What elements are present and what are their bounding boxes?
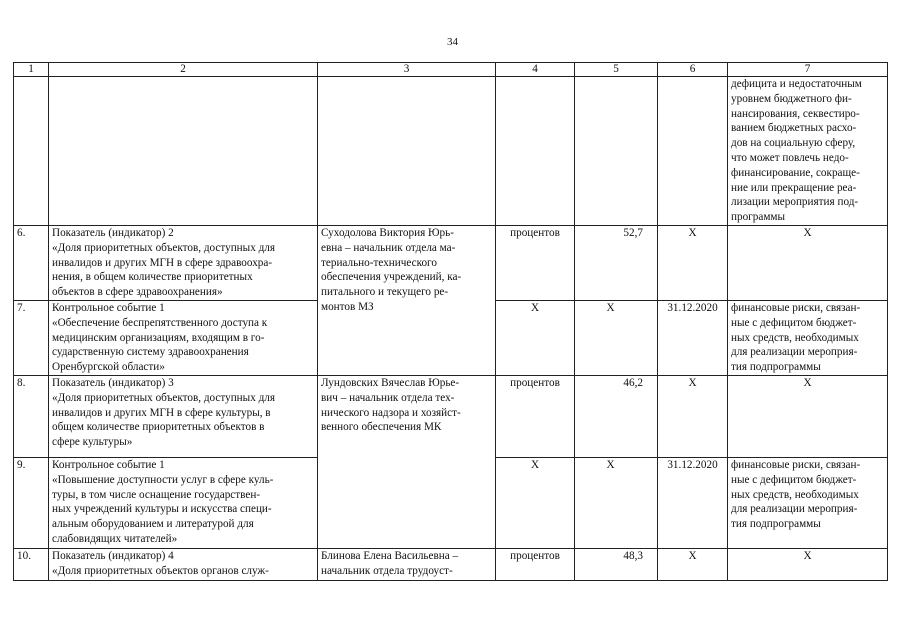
date-cell	[658, 548, 728, 580]
text-line: лизации мероприятия под-	[731, 196, 859, 209]
text-line: «Доля приоритетных объектов органов служ-	[52, 564, 269, 577]
text-line: ных средств, необходимых	[731, 331, 859, 344]
text-line: Контрольное событие 1	[52, 458, 165, 471]
cell-value: процентов	[510, 226, 560, 239]
cell-value: 48,3	[623, 549, 643, 562]
cell-value: 6.	[17, 226, 26, 239]
document-table	[13, 62, 888, 581]
unit-cell	[496, 548, 575, 580]
text-line: программы	[731, 211, 785, 224]
responsible-cell	[318, 548, 496, 580]
row-number-cell	[14, 375, 49, 457]
page-number: 34	[447, 36, 458, 48]
cell-value: 9.	[17, 458, 26, 471]
text-line: Показатель (индикатор) 2	[52, 226, 174, 239]
text-line: монтов МЗ	[321, 300, 374, 313]
risks-cell	[728, 300, 888, 375]
text-line: финансовые риски, связан-	[731, 301, 861, 314]
text-line: Показатель (индикатор) 4	[52, 549, 174, 562]
cell-value: Х	[606, 301, 615, 314]
text-line: ванием бюджетных расхо-	[731, 122, 857, 135]
unit-cell	[496, 457, 575, 548]
cell-value: 10.	[17, 549, 31, 562]
text-line: «Доля приоритетных объектов, доступных для	[52, 391, 276, 404]
text-line: альным оборудованием и литературой для	[52, 518, 254, 531]
cell-value: Х	[688, 549, 697, 562]
table-row	[14, 225, 888, 300]
text-line: питального и текущего ре-	[321, 286, 449, 299]
cell-value: 46,2	[623, 376, 643, 389]
row-number-cell	[14, 300, 49, 375]
text-line: дов на социальную сферу,	[731, 137, 856, 150]
text-line: Показатель (индикатор) 3	[52, 376, 174, 389]
cell-value: 7.	[17, 301, 26, 314]
date-cell	[658, 225, 728, 300]
text-line: Х	[803, 226, 812, 239]
text-line: начальник отдела трудоуст-	[321, 564, 453, 577]
date-cell	[658, 77, 728, 226]
text-line: для реализации мероприя-	[731, 346, 858, 359]
text-line: объектов в сфере здравоохранения»	[52, 286, 223, 299]
cell-value: 8.	[17, 376, 26, 389]
cell-value: Х	[688, 376, 697, 389]
value-cell	[575, 77, 658, 226]
text-line: Блинова Елена Васильевна –	[321, 549, 459, 562]
text-line: нического надзора и хозяйст-	[321, 406, 461, 419]
text-line: Лундовских Вячеслав Юрье-	[321, 376, 460, 389]
indicator-cell	[49, 548, 318, 580]
cell-value: 52,7	[623, 226, 643, 239]
text-line: тия подпрограммы	[731, 518, 821, 531]
text-line: для реализации мероприя-	[731, 503, 858, 516]
text-line: слабовидящих читателей»	[52, 532, 178, 545]
unit-cell	[496, 300, 575, 375]
row-number-cell	[14, 548, 49, 580]
table-row	[14, 77, 888, 226]
text-line: сударственную систему здравоохранения	[52, 346, 249, 359]
indicator-cell	[49, 375, 318, 457]
text-line: ные с дефицитом бюджет-	[731, 316, 857, 329]
indicator-cell	[49, 300, 318, 375]
text-line: финансирование, сокраще-	[731, 166, 860, 179]
value-cell	[575, 457, 658, 548]
cell-value: Х	[688, 226, 697, 239]
text-line: Х	[803, 376, 812, 389]
col-header: 7	[728, 63, 888, 77]
row-number-cell	[14, 77, 49, 226]
text-line: инвалидов и других МГН в сфере культуры, в	[52, 406, 271, 419]
cell-value: 31.12.2020	[667, 301, 718, 314]
unit-cell	[496, 375, 575, 457]
indicator-cell	[49, 457, 318, 548]
text-line: нансирования, секвестиро-	[731, 107, 860, 120]
col-header: 1	[14, 63, 49, 77]
text-line: ных средств, необходимых	[731, 488, 859, 501]
indicator-cell	[49, 225, 318, 300]
col-header: 5	[575, 63, 658, 77]
text-line: Суходолова Виктория Юрь-	[321, 226, 454, 239]
risks-cell	[728, 375, 888, 457]
text-line: «Повышение доступности услуг в сфере куль-	[52, 473, 274, 486]
table-row	[14, 548, 888, 580]
text-line: «Обеспечение беспрепятственного доступа к	[52, 316, 268, 329]
text-line: териально-технического	[321, 256, 437, 269]
risks-cell	[728, 457, 888, 548]
risks-cell	[728, 225, 888, 300]
text-line: финансовые риски, связан-	[731, 458, 861, 471]
col-header: 2	[49, 63, 318, 77]
text-line: сфере культуры»	[52, 436, 133, 449]
row-number-cell	[14, 457, 49, 548]
text-line: медицинским организациям, входящим в го-	[52, 331, 265, 344]
text-line: тия подпрограммы	[731, 361, 821, 374]
row-number-cell	[14, 225, 49, 300]
text-line: венного обеспечения МК	[321, 421, 442, 434]
date-cell	[658, 457, 728, 548]
responsible-cell	[318, 375, 496, 548]
text-line: Х	[803, 549, 812, 562]
value-cell	[575, 300, 658, 375]
cell-value: Х	[530, 301, 540, 314]
responsible-cell	[318, 225, 496, 375]
table-row	[14, 375, 888, 457]
text-line: Контрольное событие 1	[52, 301, 165, 314]
value-cell	[575, 225, 658, 300]
text-line: ные с дефицитом бюджет-	[731, 473, 857, 486]
table-body	[14, 77, 888, 581]
text-line: что может повлечь недо-	[731, 151, 849, 164]
responsible-cell	[318, 77, 496, 226]
date-cell	[658, 375, 728, 457]
text-line: Оренбургской области»	[52, 361, 165, 374]
text-line: ных учреждений культуры и искусства специ-	[52, 503, 272, 516]
header-row	[14, 63, 888, 77]
text-line: туры, в том числе оснащение государствен-	[52, 488, 261, 501]
text-line: «Доля приоритетных объектов, доступных для	[52, 241, 276, 254]
text-line: обеспечения учреждений, ка-	[321, 271, 462, 284]
cell-value: 31.12.2020	[667, 458, 718, 471]
text-line: вич – начальник отдела тех-	[321, 391, 455, 404]
col-header: 3	[318, 63, 496, 77]
risks-cell	[728, 77, 888, 226]
risks-cell	[728, 548, 888, 580]
text-line: уровнем бюджетного фи-	[731, 92, 852, 105]
cell-value: процентов	[510, 376, 560, 389]
value-cell	[575, 548, 658, 580]
indicator-cell	[49, 77, 318, 226]
date-cell	[658, 300, 728, 375]
cell-value: Х	[606, 458, 615, 471]
unit-cell	[496, 77, 575, 226]
col-header: 4	[496, 63, 575, 77]
text-line: ние или прекращение реа-	[731, 181, 857, 194]
col-header: 6	[658, 63, 728, 77]
cell-value: процентов	[510, 549, 560, 562]
value-cell	[575, 375, 658, 457]
text-line: общем количестве приоритетных объектов в	[52, 421, 265, 434]
text-line: дефицита и недостаточным	[731, 78, 862, 90]
text-line: евна – начальник отдела ма-	[321, 241, 456, 254]
text-line: нения, в общем количестве приоритетных	[52, 271, 253, 284]
cell-value: Х	[530, 458, 540, 471]
text-line: инвалидов и других МГН в сфере здравоохра-	[52, 256, 273, 269]
unit-cell	[496, 225, 575, 300]
